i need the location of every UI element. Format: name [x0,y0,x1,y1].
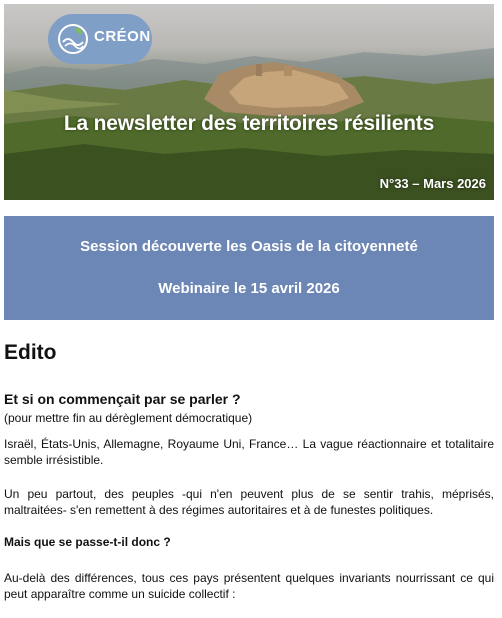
edito-paragraph-1: Israël, États-Unis, Allemagne, Royaume Uni, France… La vague réactionnaire et totalitaire semble irrésistible. [4,437,494,467]
creon-logo[interactable] [48,14,152,64]
edito-heading: Edito [4,341,57,364]
session-title: Session découverte les Oasis de la citoyenneté [80,238,418,255]
edito-paragraph-2: Un peu partout, des peuples -qui n'en peuvent plus de se sentir trahis, méprisés, maltraitées- s'en remettent à des régimes autoritaires et à de funestes politiques. [4,487,494,517]
edito-question-note: (pour mettre fin au dérèglement démocratique) [4,411,253,425]
session-announcement-box[interactable] [4,216,494,320]
newsletter-title: La newsletter des territoires résilients [63,112,435,135]
issue-number: N°33 – Mars 2026 [379,176,486,191]
newsletter-banner [4,4,494,200]
webinar-date: Webinaire le 15 avril 2026 [158,280,340,297]
edito-question: Et si on commençait par se parler ? [4,391,241,407]
edito-paragraph-3: Mais que se passe-t-il donc ? [4,535,171,549]
edito-section [4,338,494,602]
edito-paragraph-4: Au-delà des différences, tous ces pays présentent quelques invariants nourrissant ce qui peut apparaître comme un suicide collectif : [4,571,494,601]
logo-text: CRÉON [94,27,151,45]
logo-circle-icon [56,22,90,56]
